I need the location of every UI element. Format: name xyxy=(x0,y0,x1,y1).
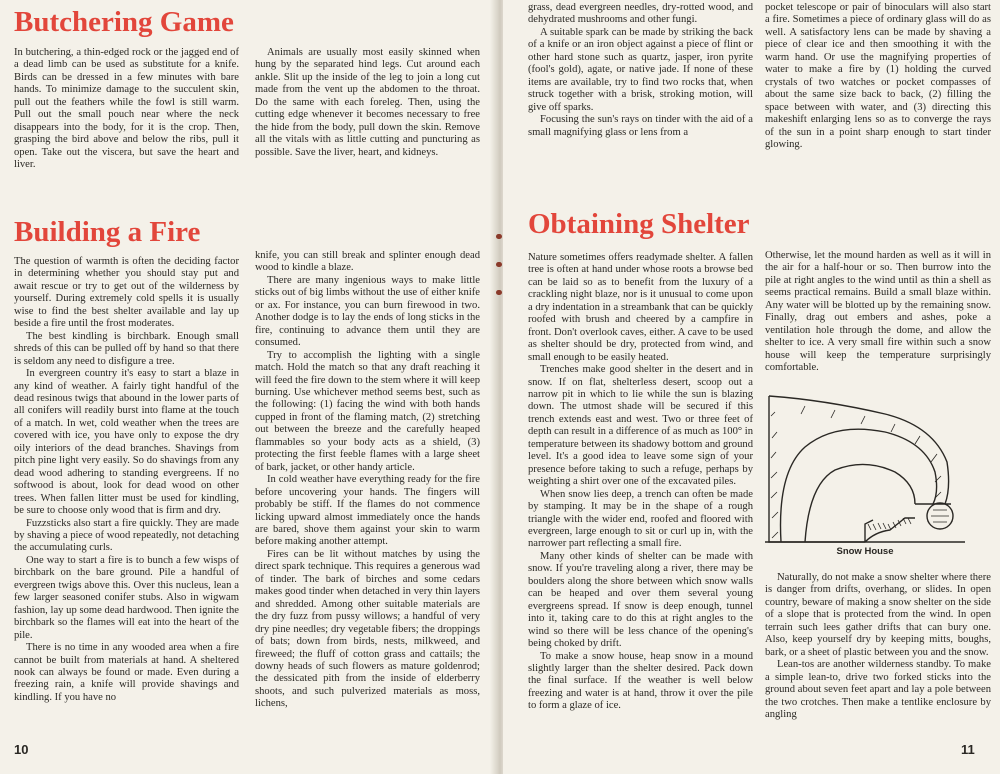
paragraph: In cold weather have everything ready for the fire before uncovering your hands. The fingers will probably be stiff. If the flames do not commence licking upward almost immediately once the hands are bared, shove them against your skin to warm before making another attempt. xyxy=(255,474,480,548)
paragraph: Focusing the sun's rays on tinder with the aid of a small magnifying glass or lens from a xyxy=(528,114,753,138)
fire-column-2 xyxy=(255,250,480,726)
shelter-column-1 xyxy=(528,252,753,726)
paragraph: When snow lies deep, a trench can often be made by stamping. It may be in the shape of a rough triangle with the wider end, roofed and floored with evergreen, large enough to sit or curl up in, with the narrower part reflecting a small fire. xyxy=(528,488,753,550)
paragraph: Animals are usually most easily skinned when hung by the separated hind legs. Cut around each ankle. Slit up the inside of the leg to join a long cut made from the vent up the abdomen to the throat. Do the same with each foreleg. Then, using the cutting edge whenever it becomes necessary to free the hide from the body, pull down the skin. Remove all the vitals with as little cutting and puncturing as possible. Save the liver, heart, and kidneys. xyxy=(255,47,480,158)
paragraph: To make a snow house, heap snow in a mound slightly larger than the shelter desired. Pack down the final surface. If the weather is well below freezing and water is at hand, throw it over the pile to form a glaze of ice. xyxy=(528,650,753,712)
paragraph: Try to accomplish the lighting with a single match. Hold the match so that any draft reaching it will feed the fire down to the stem where it will keep burning. Use whichever method seems best, such as the following: (1) facing the wind with both hands cupped in front of the flaming match, (2) stretching out between the breeze and the carefully heaped flammables so your body acts as a shield, (3) protecting the first feeble flames with a large sheet of bark, jacket, or other handy article. xyxy=(255,349,480,473)
paragraph: Many other kinds of shelter can be made with snow. If you're traveling along a river, there may be boulders along the shore between which snow walls can be heaped and over them several young evergreens spread. If snow is deep enough, tunnel into it, taking care to do this at right angles to the wind so there will be less chance of the opening's being choked by drift. xyxy=(528,550,753,650)
heading-butchering-game: Butchering Game xyxy=(14,6,234,38)
paragraph: One way to start a fire is to bunch a few wisps of birchbark on the bare ground. Pile a handful of evergreen twigs above this. Over this nucleus, lean a few larger seasoned conifer stubs. Also in wigwam fashion, lay up some dead hardwood. Then ignite the birchbark so the flames will eat into the heart of the pile. xyxy=(14,554,239,641)
paragraph: knife, you can still break and splinter enough dead wood to kindle a blaze. xyxy=(255,250,480,274)
snow-house-illustration xyxy=(765,392,965,568)
paragraph: The best kindling is birchbark. Enough small shreds of this can be pulled off by hand so that there is seldom any need to disfigure a tree. xyxy=(14,330,239,367)
fire-continued-column-1 xyxy=(528,2,753,167)
paragraph: grass, dead evergreen needles, dry-rotted wood, and dehydrated mushrooms and other fungi. xyxy=(528,2,753,26)
paragraph: pocket telescope or pair of binoculars will also start a fire. Sometimes a piece of ordinary glass will do as well. A satisfactory lens can be made by shaving a piece of clear ice and then smoothing it with the warm hand. Or use the magnifying properties of water to make a fire by (1) holding the curved crystals of two watches or pocket compasses of about the same size back to back, (2) filling the space between with water, and (3) directing this makeshift enlarging lens so as to converge the rays of the sun in a point sharp enough to start tinder glowing. xyxy=(765,2,991,150)
binding-stitch xyxy=(496,262,502,267)
shelter-column-2-top xyxy=(765,250,991,380)
paragraph: In butchering, a thin-edged rock or the jagged end of a dead limb can be used as substitute for a knife. Birds can be dressed in a few minutes with bare hands. To minimize damage to the succulent skin, pull out the feathers while the fowl is still warm. Pull out the small pouch near where the neck disappears into the body, for it is the crop. Then, grasping the bird above and below the ribs, pull it open. Take out the viscera, but save the heart and liver. xyxy=(14,47,239,171)
paragraph: In evergreen country it's easy to start a blaze in any kind of weather. A fairly tight handful of the dead resinous twigs that abound in the lower parts of all conifers will readily burst into flame at the touch of a match. In wet, cold weather when the trees are covered with ice, you have only to expose the dry oily interiors of the dead branches. Shavings from pitch pine light very easily. So do shavings from any dead wood adhering to standing evergreens. If no softwood is about, look for dead wood on other trees. When fallen litter must be used for kindling, be sure to choose only wood that is firm and dry. xyxy=(14,368,239,517)
paragraph: Otherwise, let the mound harden as well as it will in the air for a half-hour or so. Then burrow into the pile at right angles to the wind until as thin a shell as seems practical remains. Build a small blaze within. Any water will be blotted up by the remaining snow. Finally, drag out embers and ashes, poke a ventilation hole through the dome, and allow the shelter to ice. A very small fire within such a snow house will keep the temperature surprisingly comfortable. xyxy=(765,250,991,374)
butchering-column-1 xyxy=(14,47,239,182)
binding-stitch xyxy=(496,234,502,239)
heading-obtaining-shelter: Obtaining Shelter xyxy=(528,208,750,240)
figure-caption: Snow House xyxy=(836,546,894,557)
paragraph: Fires can be lit without matches by using the direct spark technique. This requires a generous wad of tinder. The bark of birches and some cedars makes good tinder when detached in very thin layers and shredded. Among other suitable materials are the dry fuzz from pussy willows; a handful of very dry pine needles; dry vegetable fibers; the droppings of bats; down from birds, nests, milkweed, and fireweed; the fluff of cotton grass and cattails; the downy heads of such flowers as mature goldenrod; the dessicated pith from the inside of elderberry shoots, and such pulverized materials as moss, lichens, xyxy=(255,548,480,710)
right-page xyxy=(503,0,1000,774)
binding-stitch xyxy=(496,290,502,295)
paragraph: There is no time in any wooded area when a fire cannot be built from materials at hand. A sheltered nook can always be found or made. Even during a freezing rain, a knife will provide shavings and kindling. If you have no xyxy=(14,642,239,703)
page-number-right: 11 xyxy=(961,742,975,757)
fire-column-1 xyxy=(14,256,239,726)
paragraph: Fuzzsticks also start a fire quickly. They are made by shaving a piece of wood repeatedly, not detaching the accumulating curls. xyxy=(14,517,239,554)
paragraph: A suitable spark can be made by striking the back of a knife or an iron object against a piece of flint or other hard stone such as quartz, jasper, iron pyrite (fool's gold), agate, or native jade. If none of these items are available, try to find two rocks that, when struck together with a brisk, stroking motion, will give off sparks. xyxy=(528,26,753,113)
paragraph: Nature sometimes offers readymade shelter. A fallen tree is often at hand under whose roots a browse bed can be laid so as to benefit from the luxury of a crackling night blaze, nor is it unusual to come upon a dry indentation in a streambank that can be quickly roofed with brush and cheered by a campfire in front. Don't overlook caves, either. A cave to be used as shelter should be dry, protected from wind, and small enough to be easily heated. xyxy=(528,252,753,363)
left-page xyxy=(0,0,497,774)
shelter-column-2-bottom xyxy=(765,572,991,727)
paragraph: Lean-tos are another wilderness standby. To make a simple lean-to, drive two forked sticks into the ground about seven feet apart and lay a pole between the two crotches. Then make a tentlike enclosure by angling xyxy=(765,659,991,720)
heading-building-a-fire: Building a Fire xyxy=(14,216,201,248)
paragraph: There are many ingenious ways to make little sticks out of big limbs without the use of either knife or ax. For instance, you can burn firewood in two. Another dodge is to lay the ends of long sticks in the fire, continuing to advance them until they are consumed. xyxy=(255,274,480,349)
paragraph: Naturally, do not make a snow shelter where there is danger from drifts, overhang, or slides. In open country, beware of making a snow shelter on the side of a slope that is protected from the wind. In open terrain such lees gather drifts that can bury one. Also, keep yourself dry by keeping mitts, boughs, bark, or a sheet of plastic between you and the snow. xyxy=(765,572,991,658)
page-number-left: 10 xyxy=(14,742,29,757)
paragraph: The question of warmth is often the deciding factor in determining whether you should stay put and await rescue or try to get out of the wilderness by yourself. During extremely cold spells it is usually wise to find the best shelter available and lay up beside a fire until the frost moderates. xyxy=(14,256,239,330)
fire-continued-column-2 xyxy=(765,2,991,182)
paragraph: Trenches make good shelter in the desert and in snow. If on flat, shelterless desert, scoop out a narrow pit in which to lie while the sun is blazing down. The utmost shade will be secured if this trench extends east and west. Two or three feet of depth can result in a difference of as much as 100° in temperature between its shadowy bottom and ground level. It's a good idea to leave some sign of your presence before taking to such a refuge, perhaps by weighting a shirt over one of the excavated piles. xyxy=(528,364,753,488)
butchering-column-2 xyxy=(255,47,480,182)
